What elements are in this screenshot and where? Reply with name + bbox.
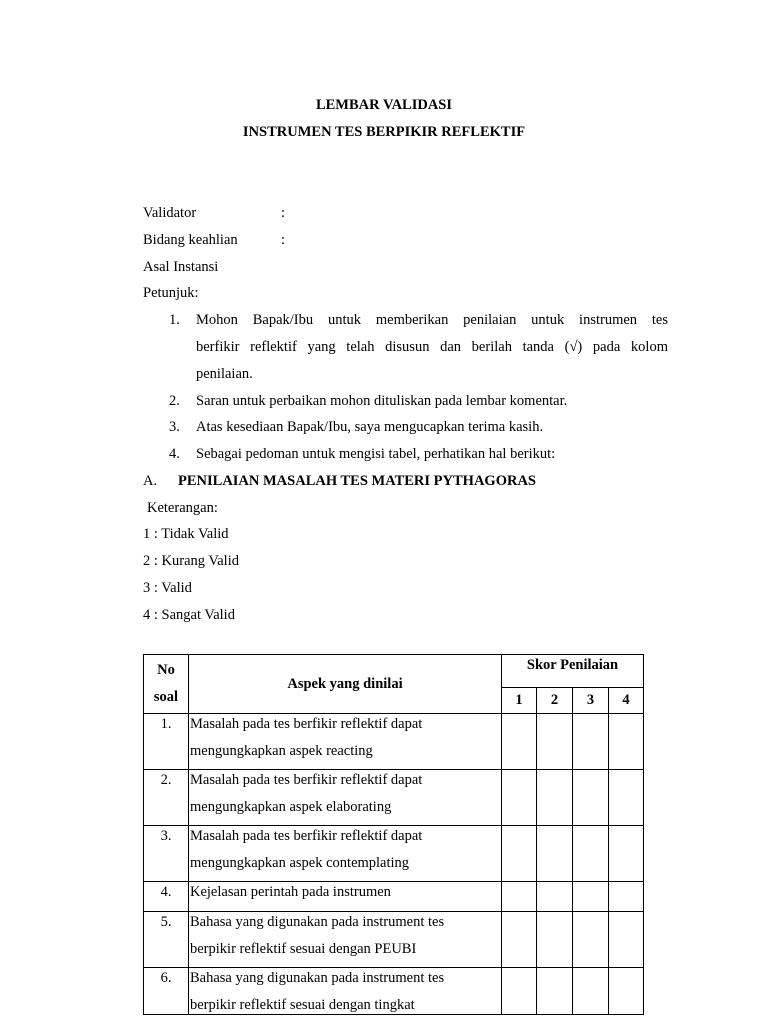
document-subtitle: INSTRUMEN TES BERPIKIR REFLEKTIF [242,124,526,140]
aspek-text: Bahasa yang digunakan pada instrument tes [190,970,445,986]
score-cell-1[interactable] [502,882,537,912]
aspek-cell [189,912,502,968]
header-skor: Skor Penilaian [502,655,644,688]
aspek-text: Kejelasan perintah pada instrumen [190,884,391,900]
score-cell-2[interactable] [537,770,573,826]
instruction-line: penilaian. [196,366,253,382]
table-row [144,826,644,882]
instruction-number: 4. [169,446,180,462]
keterangan-label: Keterangan: [147,500,218,516]
aspek-cell [189,770,502,826]
row-number: 2. [160,772,172,788]
instruction-number: 1. [169,312,180,328]
score-cell-1[interactable] [502,770,537,826]
instruction-line: Sebagai pedoman untuk mengisi tabel, perhatikan hal berikut: [196,446,556,462]
legend-item: 2 : Kurang Valid [143,553,239,569]
aspek-text: Masalah pada tes berfikir reflektif dapat [190,716,423,732]
score-cell-2[interactable] [537,912,573,968]
score-cell-1[interactable] [502,826,537,882]
aspek-cell [189,968,502,1015]
field-validator-colon: : [281,205,286,221]
table-row [144,912,644,968]
row-number-cell [144,912,189,968]
row-number: 5. [160,914,172,930]
row-number: 3. [160,828,172,844]
score-cell-3[interactable] [573,912,609,968]
row-number-cell [144,826,189,882]
field-bidang-colon: : [281,232,286,248]
header-aspek: Aspek yang dinilai [189,655,502,714]
row-number: 1. [160,716,172,732]
score-cell-1[interactable] [502,968,537,1015]
score-cell-3[interactable] [573,882,609,912]
header-soal: soal [153,689,179,705]
table-row [144,968,644,1015]
header-score-1: 1 [502,688,537,714]
table-row [144,882,644,912]
score-cell-4[interactable] [609,826,644,882]
score-cell-4[interactable] [609,770,644,826]
aspek-text: Masalah pada tes berfikir reflektif dapat [190,772,423,788]
score-cell-4[interactable] [609,714,644,770]
table-row [144,714,644,770]
header-no: No [157,662,175,678]
aspek-text: mengungkapkan aspek reacting [190,743,373,759]
row-number-cell [144,770,189,826]
instruction-line: Mohon Bapak/Ibu untuk memberikan penilaian untuk instrumen tes [196,312,668,328]
document-title: LEMBAR VALIDASI [315,97,453,113]
table-row [144,770,644,826]
instruction-line: berfikir reflektif yang telah disusun dan berilah tanda (√) pada kolom [196,339,668,355]
aspek-cell [189,882,502,912]
score-cell-2[interactable] [537,826,573,882]
row-number-cell [144,968,189,1015]
aspek-text: berpikir reflektif sesuai dengan tingkat [190,997,415,1013]
aspek-text: Bahasa yang digunakan pada instrument tes [190,914,445,930]
aspek-text: mengungkapkan aspek elaborating [190,799,392,815]
score-cell-2[interactable] [537,968,573,1015]
field-instansi-label: Asal Instansi [143,259,219,275]
score-cell-2[interactable] [537,714,573,770]
score-cell-3[interactable] [573,826,609,882]
aspek-cell [189,714,502,770]
assessment-table [143,654,644,1015]
instruction-number: 2. [169,393,180,409]
aspek-text: berpikir reflektif sesuai dengan PEUBI [190,941,417,957]
row-number: 6. [160,970,172,986]
score-cell-4[interactable] [609,882,644,912]
instruction-line: Saran untuk perbaikan mohon dituliskan pada lembar komentar. [196,393,568,409]
section-title: PENILAIAN MASALAH TES MATERI PYTHAGORAS [178,473,536,489]
header-score-2: 2 [537,688,573,714]
legend-item: 3 : Valid [143,580,192,596]
aspek-cell [189,826,502,882]
field-validator-label: Validator [143,205,197,221]
score-cell-3[interactable] [573,968,609,1015]
header-score-3: 3 [573,688,609,714]
legend-item: 1 : Tidak Valid [143,526,229,542]
score-cell-4[interactable] [609,912,644,968]
legend-item: 4 : Sangat Valid [143,607,235,623]
row-number-cell [144,882,189,912]
row-number-cell [144,714,189,770]
score-cell-2[interactable] [537,882,573,912]
score-cell-3[interactable] [573,770,609,826]
score-cell-4[interactable] [609,968,644,1015]
aspek-text: Masalah pada tes berfikir reflektif dapat [190,828,423,844]
petunjuk-label: Petunjuk: [143,285,199,301]
row-number: 4. [160,884,172,900]
header-no-soal [144,655,189,714]
score-cell-1[interactable] [502,912,537,968]
score-cell-3[interactable] [573,714,609,770]
field-bidang-label: Bidang keahlian [143,232,238,248]
instruction-line: Atas kesediaan Bapak/Ibu, saya mengucapkan terima kasih. [196,419,544,435]
header-score-4: 4 [609,688,644,714]
instruction-number: 3. [169,419,180,435]
section-letter: A. [143,473,158,489]
aspek-text: mengungkapkan aspek contemplating [190,855,410,871]
score-cell-1[interactable] [502,714,537,770]
